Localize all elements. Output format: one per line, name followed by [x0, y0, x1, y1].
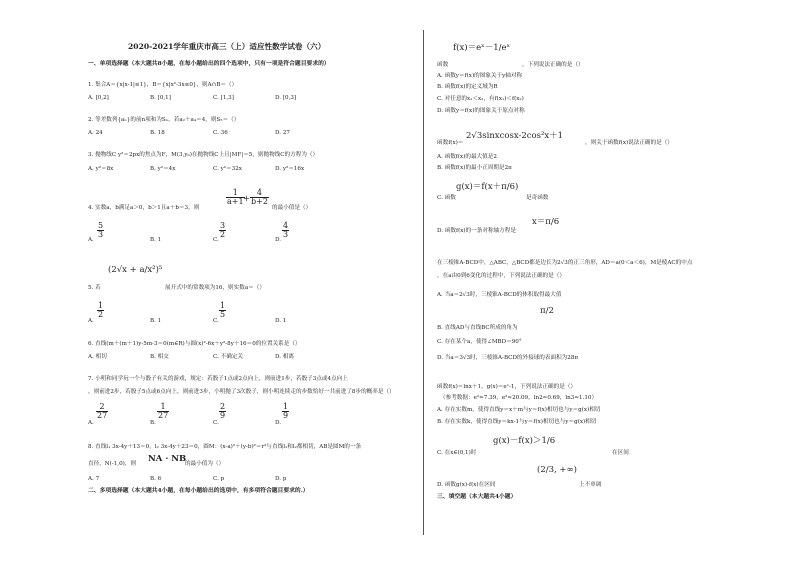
q5-option-b[interactable]: B. 1: [150, 318, 162, 324]
r3-option-d[interactable]: D. 当a＝3√3时，三棱锥A-BCD的外接球的表面积为28π: [437, 355, 579, 361]
q2-option-c[interactable]: C. 36: [213, 130, 228, 136]
q7-stem-line-2: ，则前进2步，若骰子5点或6点向上，则前进3步，小明抛了3次骰子，则小明连续走的步数恰好一共前进了8步的概率是（）: [88, 389, 395, 395]
q5-option-c-value: $\frac{1}{5}$: [220, 301, 226, 319]
r2-option-d-expression: x＝π/6: [532, 217, 560, 227]
q5-option-c-label[interactable]: C.: [213, 318, 219, 324]
q7-option-c-value: $\frac{2}{9}$: [220, 402, 226, 420]
r2-expression: 2√3sinxcosx-2cos²x＋1: [466, 131, 564, 141]
r4-option-d-expression: (2/3, +∞): [537, 465, 577, 475]
q6-option-d[interactable]: D. 相离: [275, 354, 295, 360]
q3-option-b[interactable]: B. y²＝4x: [150, 166, 176, 172]
q7-option-a-label[interactable]: A.: [88, 420, 94, 426]
r4-option-c-pre[interactable]: C. 在x∈(0,1)时: [437, 450, 477, 456]
q2-option-a[interactable]: A. 24: [88, 130, 103, 136]
q4-option-b[interactable]: B. 1: [150, 237, 162, 243]
q4-option-a-label[interactable]: A.: [88, 237, 94, 243]
r2-option-c-expression: g(x)＝f(x＋π/6): [456, 182, 519, 192]
q8-stem-line-1: 8. 直线l₁ 3x-4y＋13＝0，l₂ 3x-4y＋23＝0，圆M：(x-a)²＋(y-b)²＝r²与直线l₁和l₂都相切，AB是圆M的一条: [88, 444, 362, 450]
q8-option-b[interactable]: B. 6: [150, 476, 162, 482]
r2-option-b[interactable]: B. 函数f(x)的最小正周期是2π: [437, 165, 512, 171]
q2-stem: 2. 等差数列{aₙ}的前n项和为Sₙ，若a₂＋a₄＝4，则S₅＝（）: [88, 117, 240, 123]
section-3-heading: 三、填空题（本大题共4小题）: [437, 494, 517, 500]
q5-option-a-value: $\frac{1}{2}$: [98, 301, 104, 319]
q4-option-d-label[interactable]: D.: [275, 237, 282, 243]
r4-option-b[interactable]: B. 存在实数k，使得直线y＝kx-1与y＝f(x)相切也与y＝g(x)相切: [437, 419, 597, 425]
q1-option-d[interactable]: D. [0,3]: [275, 95, 297, 101]
r1-option-d[interactable]: D. 函数y＝f(x)的图象关于原点对称: [437, 108, 525, 114]
q4-fraction-1: $\frac{1}{a+1}$: [227, 188, 244, 206]
q5-stem-pre: 5. 若: [88, 285, 101, 291]
q1-option-a[interactable]: A. [0,2]: [88, 95, 109, 101]
q7-option-c-label[interactable]: C.: [213, 420, 219, 426]
r2-option-a[interactable]: A. 函数f(x)的最大值是2: [437, 154, 497, 160]
r2-label: 函数f(x)＝: [437, 140, 464, 146]
q6-option-a[interactable]: A. 相切: [88, 354, 107, 360]
q4-option-c-value: $\frac{3}{2}$: [220, 221, 226, 239]
r2-option-c-post: 是奇函数: [526, 195, 549, 201]
r3-stem-line-2: ，在a由0到6变化的过程中，下列说法正确的是（）: [437, 273, 565, 279]
column-divider: [423, 30, 424, 535]
r3-option-c[interactable]: C. 存在某个a，使得∠MBD＝90°: [437, 339, 522, 345]
q6-option-c[interactable]: C. 不确定关: [213, 354, 244, 360]
q1-option-c[interactable]: C. [1,3]: [213, 95, 234, 101]
r4-stem-line-1: 函数f(x)＝lnx＋1，g(x)＝eˣ-1，下列说法正确的是（）: [437, 384, 577, 390]
q4-fraction-2: $\frac{4}{b+2}$: [251, 188, 268, 206]
q5-stem-post: 展开式中的常数项为16，则实数a＝（）: [165, 285, 265, 291]
r4-option-c-post: 在区间: [612, 450, 629, 456]
r2-option-c-pre[interactable]: C. 函数: [437, 195, 456, 201]
r3-option-a[interactable]: A. 当a＝2√3时，三棱锥A-BCD的体积取得最大值: [437, 292, 562, 298]
r1-label: 函数: [437, 62, 449, 68]
q8-stem-line-2-pre: 直径，N(-1,0)，则: [88, 461, 137, 467]
q1-stem: 1. 集合A＝{x|x-1|≤1}，B＝{x|x²-3x≤0}，则A∩B＝（）: [88, 82, 238, 88]
r1-stem-post: ，下列说法正确的是（）: [522, 62, 584, 68]
q4-plus: +: [243, 194, 251, 204]
q4-stem-post: 的最小值是（）: [272, 205, 312, 211]
r4-option-d-post: 上不单调: [579, 482, 602, 488]
r4-option-c-expression: g(x)－f(x)＞1/6: [493, 436, 556, 446]
q6-option-b[interactable]: B. 相交: [150, 354, 169, 360]
r2-option-d-pre[interactable]: D. 函数f(x)的一条对称轴方程是: [437, 228, 516, 234]
q8-option-d[interactable]: D. p: [275, 476, 287, 482]
q5-option-d[interactable]: D. 1: [275, 318, 287, 324]
q8-option-a[interactable]: A. 7: [88, 476, 100, 482]
q1-option-b[interactable]: B. [0,1]: [150, 95, 171, 101]
q4-option-c-label[interactable]: C.: [213, 237, 219, 243]
q5-expression: (2√x + a/x²)⁵: [108, 265, 163, 275]
q3-option-a[interactable]: A. y²＝8x: [88, 166, 114, 172]
q4-option-a-value: $\frac{5}{3}$: [98, 221, 104, 239]
q7-option-a-value: $\frac{2}{27}$: [97, 402, 108, 420]
q8-vector-product: NA · NB: [148, 454, 187, 464]
q3-option-d[interactable]: D. y²＝16x: [275, 166, 305, 172]
q5-option-a-label[interactable]: A.: [88, 318, 94, 324]
r1-option-b[interactable]: B. 函数f(x)的定义域为R: [437, 84, 498, 90]
r1-option-a[interactable]: A. 函数y＝f(x)的图象关于y轴对称: [437, 73, 523, 79]
q7-option-b-label[interactable]: B.: [150, 420, 156, 426]
q3-option-c[interactable]: C. y²＝32x: [213, 166, 242, 172]
q4-option-d-value: $\frac{4}{3}$: [283, 221, 289, 239]
r3-option-b-expression: π/2: [540, 306, 554, 316]
q3-stem: 3. 抛物线C y²＝2px的焦点为F，M(3,y₀)在抛物线C上且|MF|＝5，则抛物线C的方程为（）: [88, 152, 319, 158]
q8-option-c[interactable]: C. p: [213, 476, 225, 482]
r1-option-c[interactable]: C. 对任意的x₁＜x₂，有f(x₁)＜f(x₂): [437, 96, 524, 102]
q8-stem-line-2-post: 的最小值为（）: [185, 461, 225, 467]
q2-option-d[interactable]: D. 27: [275, 130, 290, 136]
r1-function: f(x)＝eˣ－1/eˣ: [453, 43, 511, 53]
r4-option-a[interactable]: A. 存在实数m，使得直线y＝x＋m与y＝f(x)相切也与y＝g(x)相切: [437, 407, 601, 413]
section-1-heading: 一、单项选择题（本大题共8小题，在每小题给出的四个选项中，只有一项是符合题目要求的）: [88, 61, 330, 67]
r3-stem-line-1: 在三棱锥A-BCD中，△ABC，△BCD都是边长为2√3的正三角形，AD＝a(0＜a＜6)，M是棱AC的中点: [437, 260, 693, 266]
q4-stem-pre: 4. 实数a，b满足a＞0，b＞1且a＋b＝3，则: [88, 205, 200, 211]
q7-option-b-value: $\frac{1}{27}$: [158, 402, 169, 420]
q6-stem: 6. 直线(m＋(m＋1)y-5m-3＝0(m∈R)与圆(x)²-6x＋y²-8y＋16＝0的位置关系是（）: [88, 341, 301, 347]
q2-option-b[interactable]: B. 18: [150, 130, 165, 136]
r3-option-b[interactable]: B. 直线AD与直线BC所成的角为: [437, 325, 518, 331]
section-2-heading: 二、多项选择题（本大题共4小题，在每小题给出的选项中，有多项符合题目要求的.）: [88, 488, 309, 494]
q7-option-d-value: $\frac{1}{9}$: [283, 402, 289, 420]
r4-stem-line-2: （参考数据：e²≈7.39，e³≈20.09，ln2≈0.69，ln3≈1.10）: [440, 395, 598, 401]
q7-stem-line-1: 7. 小明和同学玩一个与骰子有关的游戏，规定：若骰子1点或2点向上，则前进1步，若骰子3点或4点向上: [88, 376, 348, 382]
r4-option-d-pre[interactable]: D. 函数g(x)-f(x)在区间: [437, 482, 496, 488]
r2-stem-post: ，则关于函数f(x)说法正确的是（）: [585, 140, 673, 146]
page-title: 2020-2021学年重庆市高三（上）适应性数学试卷（六）: [128, 42, 326, 51]
q7-option-d-label[interactable]: D.: [275, 420, 282, 426]
